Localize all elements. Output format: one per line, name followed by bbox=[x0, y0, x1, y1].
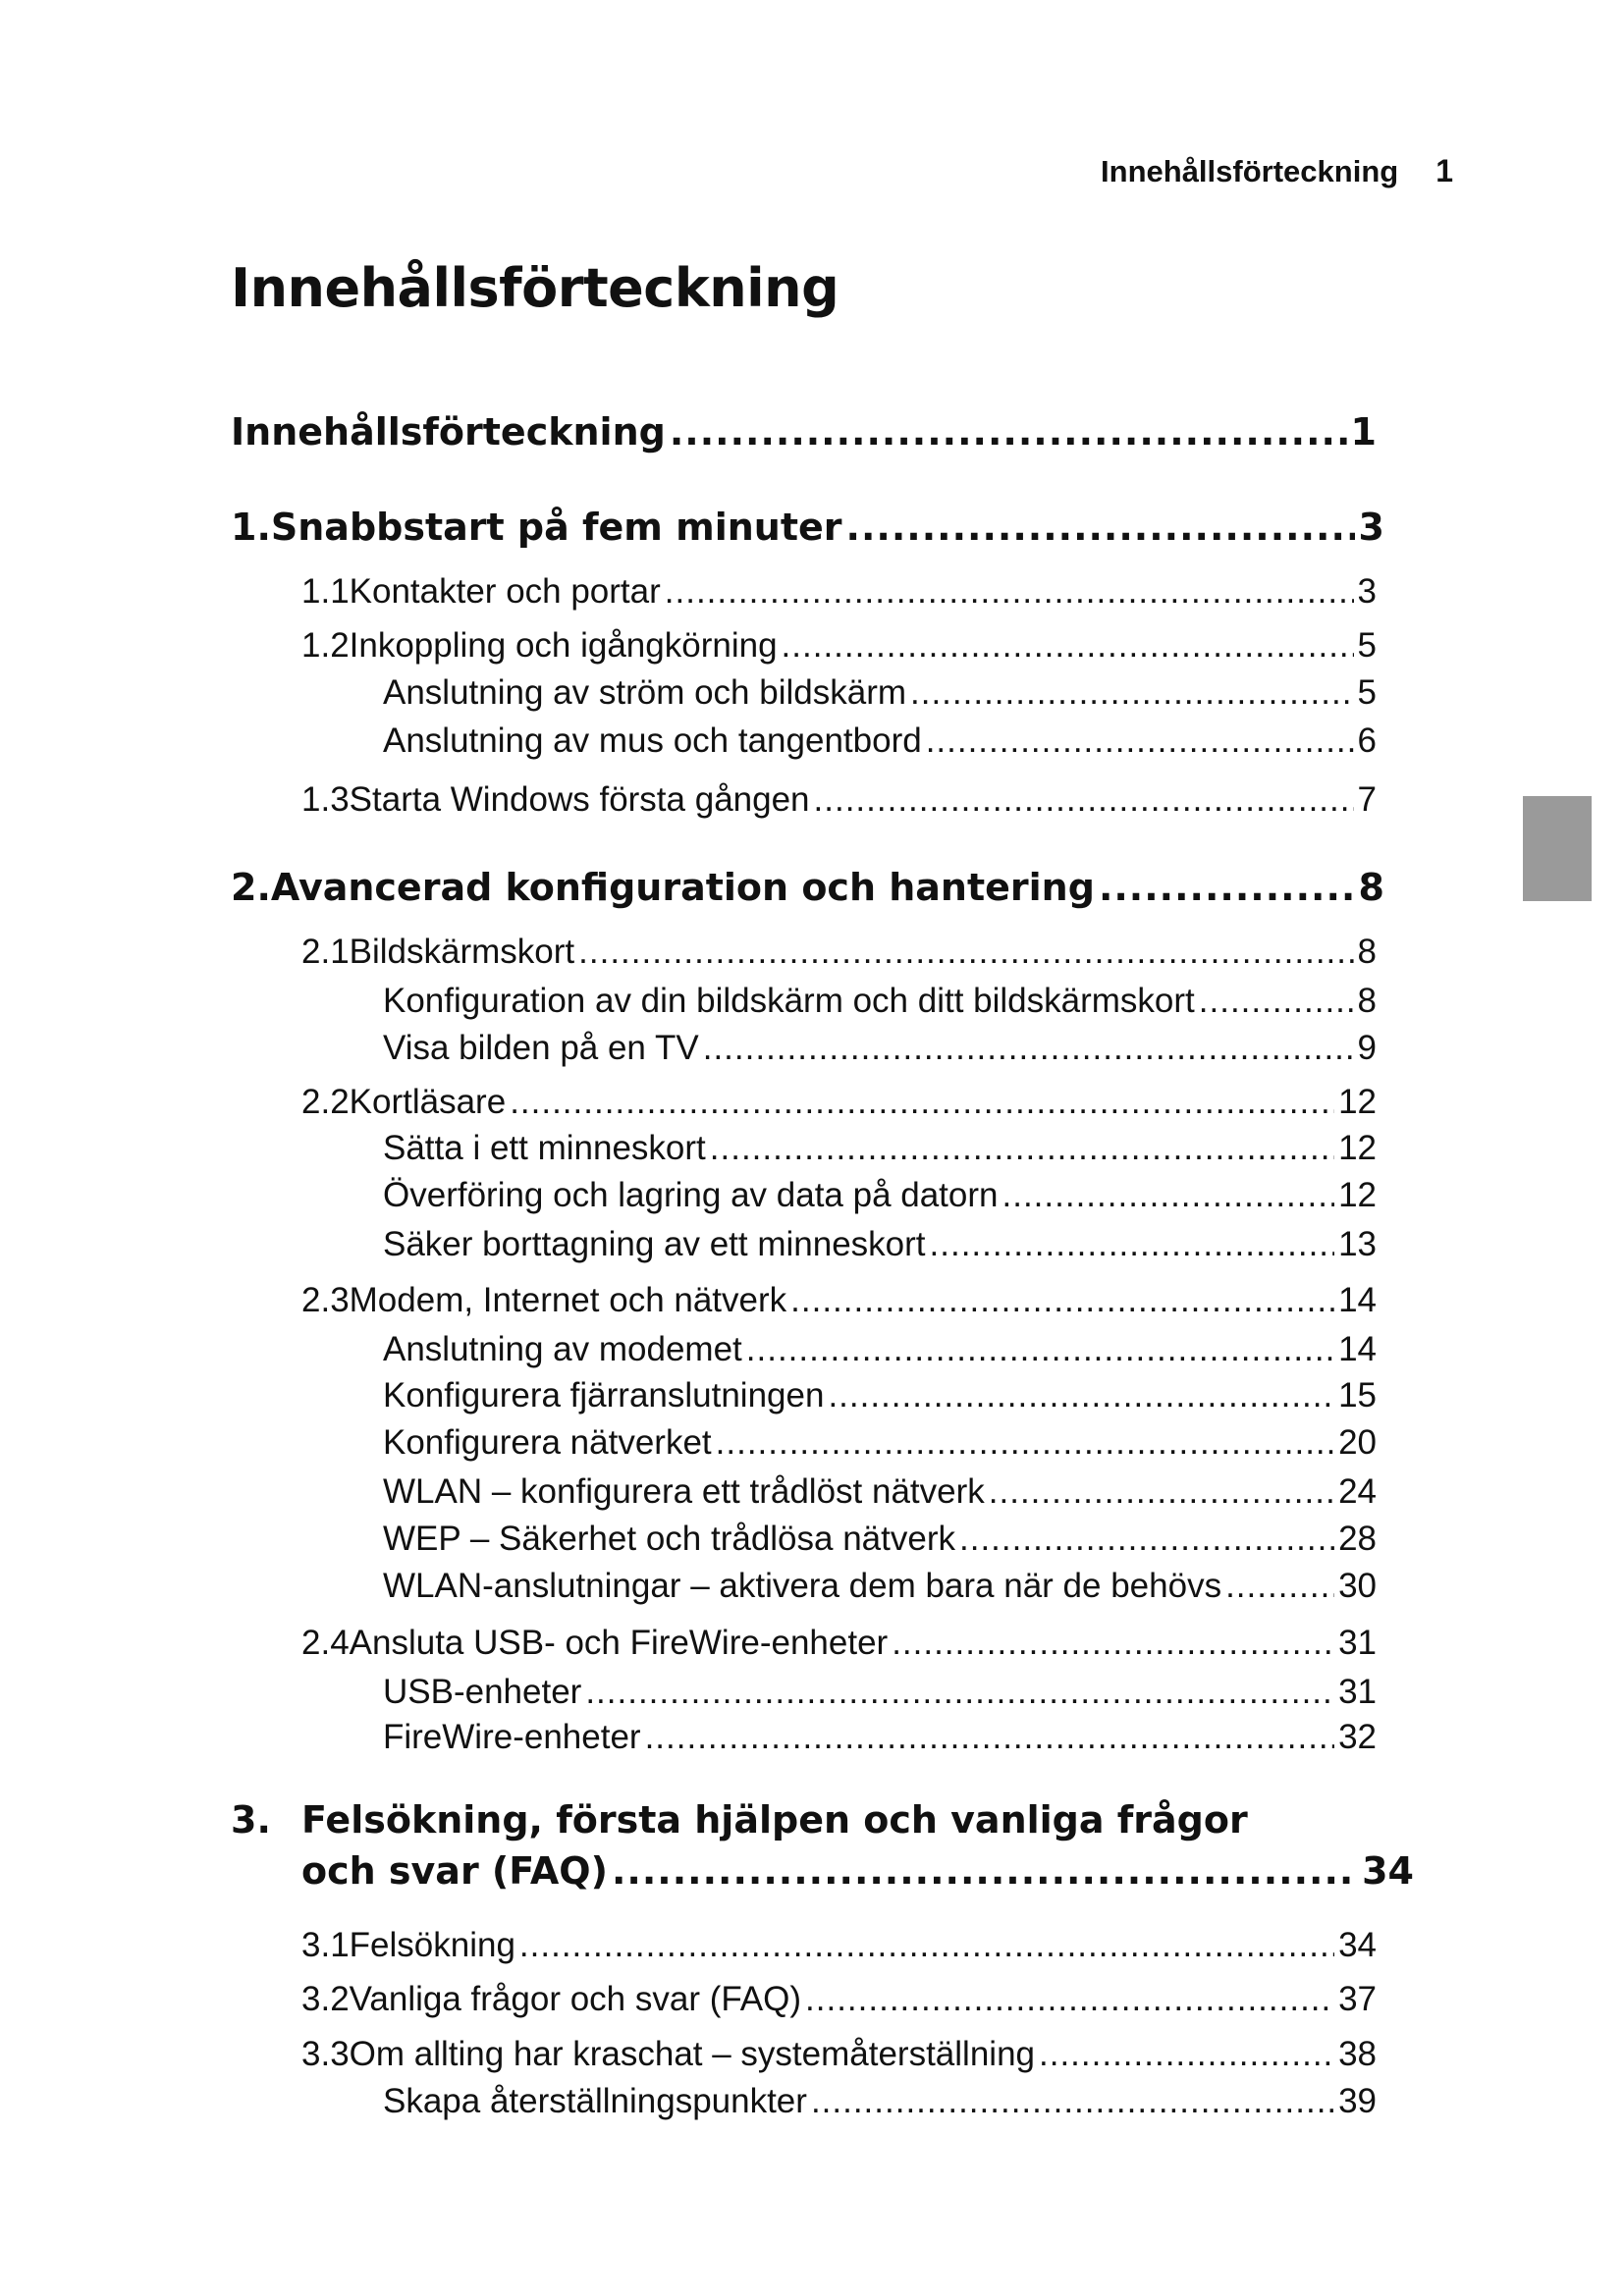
toc-entry-page: 31 bbox=[1338, 1673, 1377, 1711]
toc-entry[interactable] bbox=[301, 1926, 1377, 1965]
toc-entry-label: Konfigurera nätverket bbox=[383, 1423, 712, 1462]
toc-entry-page: 38 bbox=[1338, 2035, 1377, 2073]
toc-entry[interactable] bbox=[383, 982, 1377, 1021]
toc-leader-dots bbox=[805, 1980, 1334, 2019]
toc-entry-number: 3.1 bbox=[301, 1926, 350, 1964]
toc-entry[interactable] bbox=[301, 626, 1377, 666]
toc-leader-dots bbox=[811, 2082, 1334, 2121]
toc-leader-dots bbox=[746, 1330, 1334, 1369]
toc-entry[interactable] bbox=[231, 506, 1384, 549]
toc-entry-label: USB-enheter bbox=[383, 1673, 582, 1711]
toc-entry-page: 20 bbox=[1338, 1423, 1377, 1462]
toc-leader-dots bbox=[578, 933, 1353, 972]
toc-entry-page: 34 bbox=[1338, 1926, 1377, 1964]
toc-entry-number: 2.2 bbox=[301, 1083, 350, 1121]
toc-leader-dots bbox=[519, 1926, 1334, 1965]
toc-entry-page: 32 bbox=[1338, 1718, 1377, 1756]
running-header-title: Innehållsförteckning bbox=[1101, 154, 1399, 188]
toc-leader-dots bbox=[1039, 2035, 1334, 2074]
toc-leader-dots bbox=[670, 410, 1347, 454]
toc-entry-number: 2. bbox=[231, 866, 271, 909]
toc-entry-number: 1. bbox=[231, 506, 271, 549]
toc-leader-dots bbox=[814, 780, 1354, 820]
toc-entry[interactable] bbox=[383, 1472, 1377, 1512]
toc-entry-label: Felsökning, första hjälpen och vanliga frågor bbox=[301, 1798, 1248, 1842]
toc-leader-dots bbox=[790, 1281, 1334, 1320]
toc-entry-page: 9 bbox=[1357, 1029, 1377, 1067]
toc-entry-label: Konfiguration av din bildskärm och ditt bildskärmskort bbox=[383, 982, 1195, 1020]
toc-entry-continuation[interactable] bbox=[301, 1849, 1414, 1893]
toc-leader-dots bbox=[1199, 982, 1354, 1021]
toc-entry-page: 3 bbox=[1357, 572, 1377, 611]
toc-leader-dots bbox=[1099, 866, 1355, 909]
toc-leader-dots bbox=[926, 721, 1354, 761]
toc-leader-dots bbox=[585, 1673, 1334, 1712]
toc-leader-dots bbox=[612, 1849, 1358, 1893]
toc-leader-dots bbox=[959, 1520, 1334, 1559]
toc-entry-page: 31 bbox=[1338, 1624, 1377, 1662]
page-title: Innehållsförteckning bbox=[231, 257, 839, 319]
toc-entry-label: Innehållsförteckning bbox=[231, 410, 666, 454]
toc-entry-label: Kortläsare bbox=[349, 1083, 507, 1121]
toc-entry[interactable] bbox=[383, 1330, 1377, 1369]
toc-leader-dots bbox=[782, 626, 1354, 666]
toc-entry-page: 24 bbox=[1338, 1472, 1377, 1511]
toc-entry-number: 3. bbox=[231, 1798, 271, 1842]
toc-entry[interactable] bbox=[383, 721, 1377, 761]
toc-entry-label: WEP – Säkerhet och trådlösa nätverk bbox=[383, 1520, 955, 1558]
toc-entry[interactable] bbox=[301, 1083, 1377, 1122]
toc-entry-label: Inkoppling och igångkörning bbox=[349, 626, 778, 665]
toc-leader-dots bbox=[846, 506, 1355, 549]
toc-entry[interactable] bbox=[301, 2035, 1377, 2074]
toc-entry-number: 3.3 bbox=[301, 2035, 350, 2073]
toc-leader-dots bbox=[910, 673, 1354, 713]
toc-entry-label: Visa bilden på en TV bbox=[383, 1029, 699, 1067]
toc-entry[interactable] bbox=[383, 1176, 1377, 1215]
toc-leader-dots bbox=[1225, 1567, 1334, 1606]
toc-leader-dots bbox=[645, 1718, 1334, 1757]
toc-entry-label: Modem, Internet och nätverk bbox=[349, 1281, 787, 1319]
toc-entry-number: 3.2 bbox=[301, 1980, 350, 2018]
toc-entry-label: Bildskärmskort bbox=[349, 933, 575, 971]
toc-entry-label: Anslutning av modemet bbox=[383, 1330, 742, 1368]
toc-entry-label: WLAN – konfigurera ett trådlöst nätverk bbox=[383, 1472, 985, 1511]
toc-entry-number: 1.2 bbox=[301, 626, 350, 665]
toc-entry-page: 5 bbox=[1357, 626, 1377, 665]
toc-entry[interactable] bbox=[383, 1129, 1377, 1168]
toc-entry-label: Ansluta USB- och FireWire-enheter bbox=[349, 1624, 889, 1662]
toc-entry-label: Säker borttagning av ett minneskort bbox=[383, 1225, 926, 1263]
toc-entry-label: Starta Windows första gången bbox=[349, 780, 810, 819]
toc-entry-number: 1.3 bbox=[301, 780, 350, 819]
toc-entry-page: 5 bbox=[1357, 673, 1377, 712]
toc-leader-dots bbox=[930, 1225, 1335, 1264]
toc-entry-page: 12 bbox=[1338, 1083, 1377, 1121]
toc-entry-page: 13 bbox=[1338, 1225, 1377, 1263]
toc-leader-dots bbox=[989, 1472, 1334, 1512]
toc-entry-page: 39 bbox=[1338, 2082, 1377, 2120]
toc-entry[interactable] bbox=[231, 410, 1377, 454]
toc-entry-page: 30 bbox=[1338, 1567, 1377, 1605]
toc-entry-page: 8 bbox=[1358, 866, 1384, 909]
toc-entry[interactable] bbox=[383, 1225, 1377, 1264]
toc-entry[interactable] bbox=[301, 933, 1377, 972]
toc-entry[interactable] bbox=[231, 1798, 1414, 1842]
toc-entry-label-continued: och svar (FAQ) bbox=[301, 1849, 608, 1893]
toc-entry-label: Avancerad konfiguration och hantering bbox=[270, 866, 1095, 909]
toc-entry-label: Överföring och lagring av data på datorn bbox=[383, 1176, 999, 1214]
toc-entry-page: 34 bbox=[1362, 1849, 1414, 1893]
toc-entry[interactable] bbox=[301, 1980, 1377, 2019]
toc-entry-label: Kontakter och portar bbox=[349, 572, 661, 611]
toc-entry-page: 7 bbox=[1357, 780, 1377, 819]
toc-entry[interactable] bbox=[301, 780, 1377, 820]
toc-entry[interactable] bbox=[383, 1423, 1377, 1463]
toc-entry-number: 2.4 bbox=[301, 1624, 350, 1662]
toc-entry[interactable] bbox=[383, 1567, 1377, 1606]
toc-entry-page: 14 bbox=[1338, 1281, 1377, 1319]
toc-entry[interactable] bbox=[231, 866, 1384, 909]
toc-entry-page: 14 bbox=[1338, 1330, 1377, 1368]
toc-entry-page: 15 bbox=[1338, 1376, 1377, 1415]
toc-entry-page: 8 bbox=[1357, 982, 1377, 1020]
toc-entry-number: 2.3 bbox=[301, 1281, 350, 1319]
toc-leader-dots bbox=[716, 1423, 1334, 1463]
toc-entry[interactable] bbox=[383, 1718, 1377, 1757]
toc-entry-number: 1.1 bbox=[301, 572, 350, 611]
toc-leader-dots bbox=[1002, 1176, 1335, 1215]
toc-entry[interactable] bbox=[383, 2082, 1377, 2121]
toc-entry-page: 3 bbox=[1358, 506, 1384, 549]
toc-leader-dots bbox=[892, 1624, 1334, 1663]
toc-entry-label: FireWire-enheter bbox=[383, 1718, 641, 1756]
toc-entry[interactable] bbox=[383, 1029, 1377, 1068]
toc-entry-page: 37 bbox=[1338, 1980, 1377, 2018]
toc-entry-label: Sätta i ett minneskort bbox=[383, 1129, 706, 1167]
toc-entry-page: 12 bbox=[1338, 1129, 1377, 1167]
toc-entry-label: Om allting har kraschat – systemåterställning bbox=[349, 2035, 1035, 2073]
toc-leader-dots bbox=[710, 1129, 1334, 1168]
toc-leader-dots bbox=[703, 1029, 1354, 1068]
toc-entry-label: Skapa återställningspunkter bbox=[383, 2082, 807, 2120]
toc-entry-page: 8 bbox=[1357, 933, 1377, 971]
toc-entry-label: WLAN-anslutningar – aktivera dem bara när de behövs bbox=[383, 1567, 1222, 1605]
toc-entry-label: Felsökning bbox=[349, 1926, 515, 1964]
toc-entry-page: 1 bbox=[1350, 410, 1377, 454]
toc-entry-label: Vanliga frågor och svar (FAQ) bbox=[349, 1980, 802, 2018]
toc-entry[interactable] bbox=[383, 673, 1377, 713]
toc-entry-label: Anslutning av mus och tangentbord bbox=[383, 721, 922, 760]
toc-entry[interactable] bbox=[301, 1624, 1377, 1663]
toc-entry[interactable] bbox=[301, 572, 1377, 612]
toc-entry-label: Anslutning av ström och bildskärm bbox=[383, 673, 906, 712]
running-header-page-number: 1 bbox=[1435, 153, 1453, 188]
toc-entry[interactable] bbox=[301, 1281, 1377, 1320]
toc-entry-page: 6 bbox=[1357, 721, 1377, 760]
toc-leader-dots bbox=[510, 1083, 1334, 1122]
toc-entry[interactable] bbox=[383, 1673, 1377, 1712]
toc-entry-label: Konfigurera fjärranslutningen bbox=[383, 1376, 825, 1415]
toc-entry-number: 2.1 bbox=[301, 933, 350, 971]
toc-leader-dots bbox=[665, 572, 1354, 612]
toc-entry-page: 28 bbox=[1338, 1520, 1377, 1558]
toc-entry-label: Snabbstart på fem minuter bbox=[270, 506, 842, 549]
toc-entry-page: 12 bbox=[1338, 1176, 1377, 1214]
toc-entry[interactable] bbox=[383, 1376, 1377, 1415]
toc-leader-dots bbox=[828, 1376, 1334, 1415]
toc-entry[interactable] bbox=[383, 1520, 1377, 1559]
